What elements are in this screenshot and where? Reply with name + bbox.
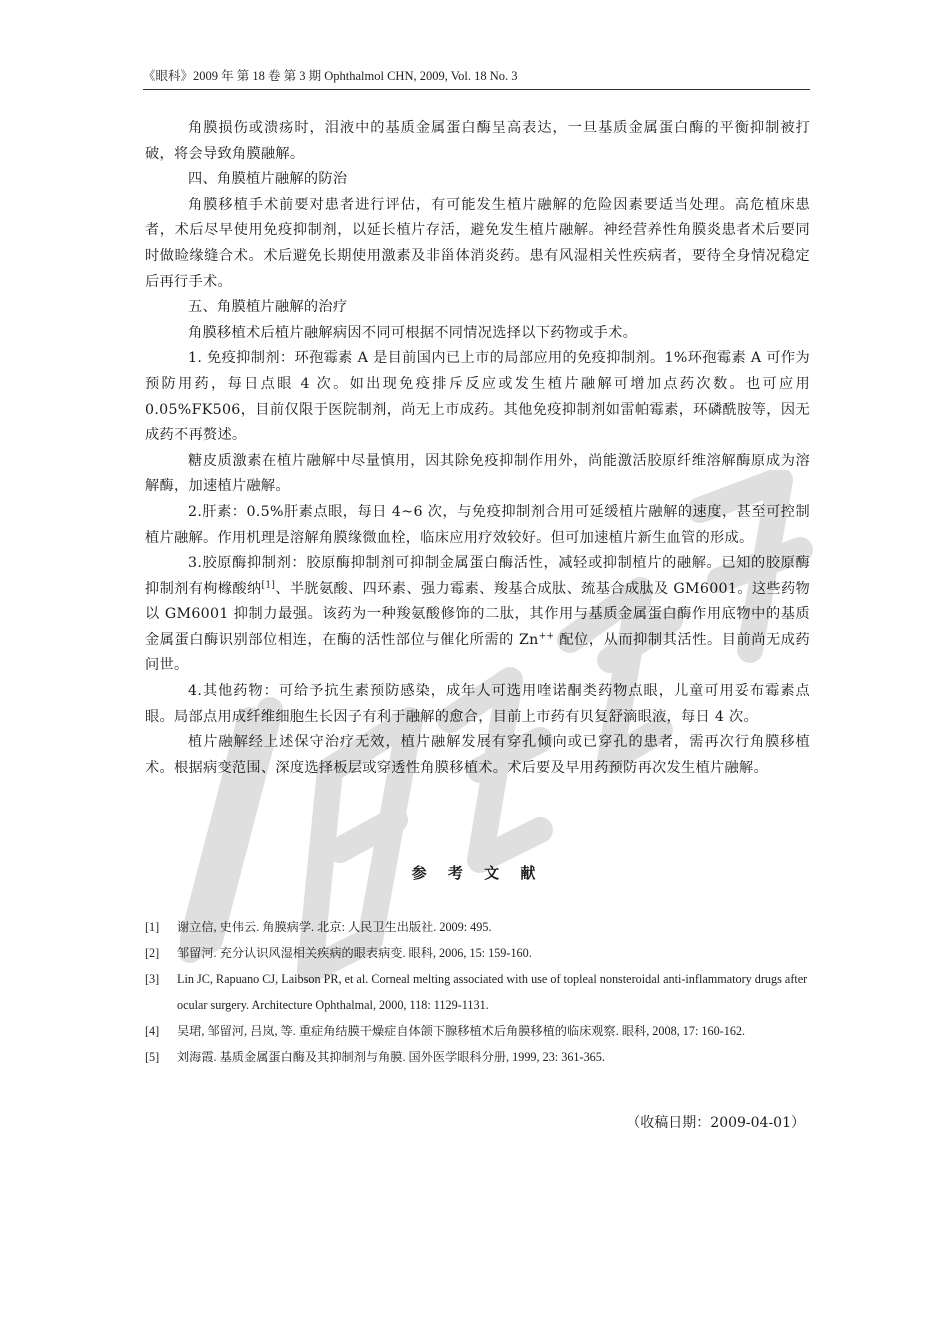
- paragraph-collagenase-inhibitors: [145, 551, 810, 679]
- reference-item: [145, 1018, 810, 1044]
- reference-item: [145, 966, 810, 1018]
- zinc-superscript: ++: [538, 631, 555, 642]
- references-title: 参 考 文 献: [411, 864, 544, 882]
- paragraph-treatment-intro: 角膜移植术后植片融解病因不同可根据不同情况选择以下药物或手术。: [188, 324, 638, 341]
- section-heading-treatment: 五、角膜植片融解的治疗: [188, 299, 348, 316]
- reference-text: 邹留河. 充分认识风湿相关疾病的眼表病变. 眼科, 2006, 15: 159-160.: [177, 946, 532, 960]
- paragraph-prevention: 角膜移植手术前要对患者进行评估，有可能发生植片融解的危险因素要适当处理。高危植床患者，术后尽早使用免疫抑制剂，以延长植片存活，避免发生植片融解。神经营养性角膜炎患者术后要同时做睑缘缝合术。术后避免长期使用激素及非甾体消炎药。患有风湿相关性疾病者，要待全身情况稳定后再行手术。: [145, 196, 810, 290]
- reference-number: [1]: [145, 920, 160, 934]
- paragraph-mmp: 角膜损伤或溃疡时，泪液中的基质金属蛋白酶呈高表达，一旦基质金属蛋白酶的平衡抑制被打破，将会导致角膜融解。: [145, 120, 810, 162]
- reference-text: 刘海霞. 基质金属蛋白酶及其抑制剂与角膜. 国外医学眼科分册, 1999, 23: 361-365.: [177, 1050, 605, 1064]
- reference-item: [145, 914, 810, 940]
- running-header: 《眼科》2009 年 第 18 卷 第 3 期 Ophthalmol CHN, 2009, Vol. 18 No. 3: [143, 69, 518, 83]
- paragraph-corticosteroids: 糖皮质激素在植片融解中尽量慎用，因其除免疫抑制作用外，尚能激活胶原纤维溶解酶原成为溶解酶，加速植片融解。: [145, 452, 810, 495]
- paragraph-immunosuppressants: 1. 免疫抑制剂：环孢霉素 A 是目前国内已上市的局部应用的免疫抑制剂。1%环孢霉素 A 可作为预防用药，每日点眼 4 次。如出现免疫排斥反应或发生植片融解可增加点药次数。也可应用 0.05%FK506，目前仅限于医院制剂，尚无上市成药。其他免疫抑制剂如雷帕霉素，环磷酰胺等，因无成药不再赘述。: [145, 350, 810, 444]
- reference-list: [145, 914, 810, 1070]
- reference-number: [3]: [145, 972, 160, 986]
- received-date: （收稿日期：2009-04-01）: [626, 1115, 805, 1131]
- reference-text: 吴珺, 邹留河, 吕岚, 等. 重症角结膜干燥症自体颌下腺移植术后角膜移植的临床观察. 眼科, 2008, 17: 160-162.: [177, 1024, 746, 1038]
- reference-number: [5]: [145, 1050, 160, 1064]
- section-heading-prevention: 四、角膜植片融解的防治: [188, 171, 348, 188]
- reference-item: [145, 940, 810, 966]
- paragraph-other-drugs: 4.其他药物：可给予抗生素预防感染，成年人可选用喹诺酮类药物点眼，儿童可用妥布霉素点眼。局部点用成纤维细胞生长因子有利于融解的愈合，目前上市药有贝复舒滴眼液，每日 4 次。: [145, 683, 810, 725]
- citation-ref-1[interactable]: [1]: [261, 579, 276, 590]
- reference-text: Lin JC, Rapuano CJ, Laibson PR, et al. Corneal melting associated with use of topleal nonsteroidal anti-inflammatory drugs after ocular surgery. Architecture Ophthalmal, 2000, 118: 1129-1131.: [177, 972, 808, 1012]
- reference-item: [145, 1044, 810, 1070]
- reference-number: [2]: [145, 946, 160, 960]
- reference-text: 谢立信, 史伟云. 角膜病学. 北京: 人民卫生出版社. 2009: 495.: [177, 920, 492, 934]
- paragraph-surgery: 植片融解经上述保守治疗无效，植片融解发展有穿孔倾向或已穿孔的患者，需再次行角膜移植术。根据病变范围、深度选择板层或穿透性角膜移植术。术后要及早用药预防再次发生植片融解。: [145, 734, 810, 776]
- reference-number: [4]: [145, 1024, 160, 1038]
- article-body: [145, 116, 810, 781]
- collagenase-text-a: 3.胶原酶抑制剂：胶原酶抑制剂可抑制金属蛋白酶活性，减轻或抑制植片的融解。已知的胶原酶抑制剂有枸橼酸纳: [145, 555, 810, 597]
- collagenase-text-c: 配位，从而抑制其活性。目前尚无成药问世。: [145, 631, 810, 674]
- header-divider: [143, 89, 810, 90]
- paragraph-heparin: 2.肝素：0.5%肝素点眼，每日 4~6 次，与免疫抑制剂合用可延缓植片融解的速度，甚至可控制植片融解。作用机理是溶解角膜缘微血栓，临床应用疗效较好。但可加速植片新生血管的形成。: [145, 503, 810, 546]
- collagenase-text-b: 、半胱氨酸、四环素、强力霉素、羧基合成肽、巯基合成肽及 GM6001。这些药物以 GM6001 抑制力最强。该药为一种羧氨酸修饰的二肽，其作用与基质金属蛋白酶作用底物中的基质金属蛋白酶识别部位相连，在酶的活性部位与催化所需的 Zn: [145, 580, 810, 648]
